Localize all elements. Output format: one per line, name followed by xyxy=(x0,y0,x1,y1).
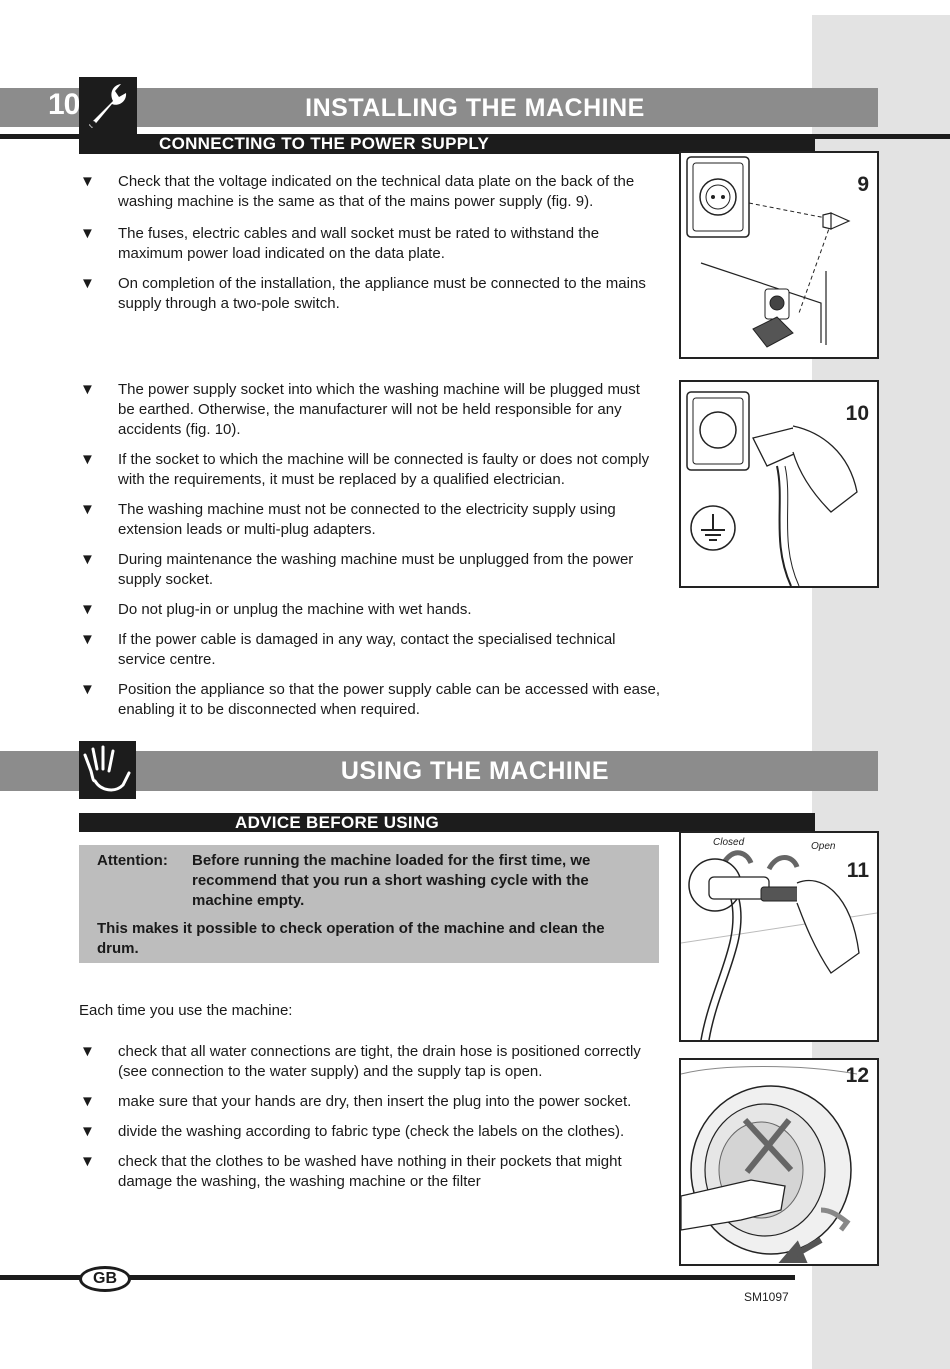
list-item: ▼ If the power cable is damaged in any way, contact the specialised technical service centre. xyxy=(80,631,616,668)
socket-and-plate-illustration xyxy=(681,153,877,357)
attention-note-text: This makes it possible to check operation of the machine and clean the drum. xyxy=(97,920,605,957)
hand-icon xyxy=(79,741,136,799)
list-item: ▼ The fuses, electric cables and wall socket must be rated to withstand the maximum power load indicated on the data plate. xyxy=(80,225,600,262)
using-subtitle: ADVICE BEFORE USING xyxy=(79,813,815,832)
installing-title: INSTALLING THE MACHINE xyxy=(305,94,645,122)
list-item: ▼ check that all water connections are tight, the drain hose is positioned correctly (see connection to the water supply) and the supply tap is open. xyxy=(80,1043,641,1080)
power-bullets-group1 xyxy=(78,172,660,314)
list-item: ▼ Do not plug-in or unplug the machine with wet hands. xyxy=(80,601,472,618)
figure-number: 9 xyxy=(857,173,869,196)
list-item: ▼ divide the washing according to fabric type (check the labels on the clothes). xyxy=(80,1123,625,1140)
figure-number: 10 xyxy=(845,402,869,425)
list-item: ▼ On completion of the installation, the appliance must be connected to the mains supply through a two-pole switch. xyxy=(80,275,646,312)
figure-12 xyxy=(679,1058,879,1266)
label-open: Open xyxy=(811,841,836,852)
list-item: ▼ make sure that your hands are dry, then insert the plug into the power socket. xyxy=(80,1093,632,1110)
door-illustration xyxy=(681,1060,877,1264)
using-title: USING THE MACHINE xyxy=(340,757,610,785)
list-item: ▼ check that the clothes to be washed have nothing in their pockets that might damage the washing, the washing machine or the filter xyxy=(80,1153,622,1190)
document-code: SM1097 xyxy=(744,1290,789,1304)
list-item: ▼ The washing machine must not be connected to the electricity supply using extension leads or multi-plug adapters. xyxy=(80,501,616,538)
list-item: ▼ Position the appliance so that the power supply cable can be accessed with ease, enabling it to be disconnected when required. xyxy=(80,681,661,718)
list-item: ▼ The power supply socket into which the washing machine will be plugged must be earthed. Otherwise, the manufacturer will not be held responsible for any accidents (fig. 10). xyxy=(80,381,640,438)
figure-number: 11 xyxy=(846,859,869,882)
label-closed: Closed xyxy=(713,837,745,848)
figure-10 xyxy=(679,380,879,588)
figure-9 xyxy=(679,151,879,359)
attention-note xyxy=(79,845,659,963)
list-item: ▼ If the socket to which the machine will be connected is faulty or does not comply with the requirements, it must be replaced by a qualified electrician. xyxy=(80,451,650,488)
usage-bullets xyxy=(78,1042,658,1192)
attention-label: Attention: xyxy=(97,852,168,869)
figure-11 xyxy=(679,831,879,1042)
usage-intro: Each time you use the machine: xyxy=(79,1002,293,1019)
list-item: ▼ During maintenance the washing machine must be unplugged from the power supply socket. xyxy=(80,551,634,588)
attention-text: Before running the machine loaded for the first time, we recommend that you run a short washing cycle with the machine empty. xyxy=(192,852,591,909)
page-number: 10 xyxy=(48,88,80,121)
installing-subtitle: CONNECTING TO THE POWER SUPPLY xyxy=(79,134,815,154)
wrench-icon xyxy=(79,77,137,135)
language-badge: GB xyxy=(79,1266,131,1292)
figure-number: 12 xyxy=(845,1064,869,1087)
power-bullets-group2 xyxy=(78,380,660,720)
list-item: ▼ Check that the voltage indicated on the technical data plate on the back of the washing machine is the same as that of the mains power supply (fig. 9). xyxy=(80,173,635,210)
